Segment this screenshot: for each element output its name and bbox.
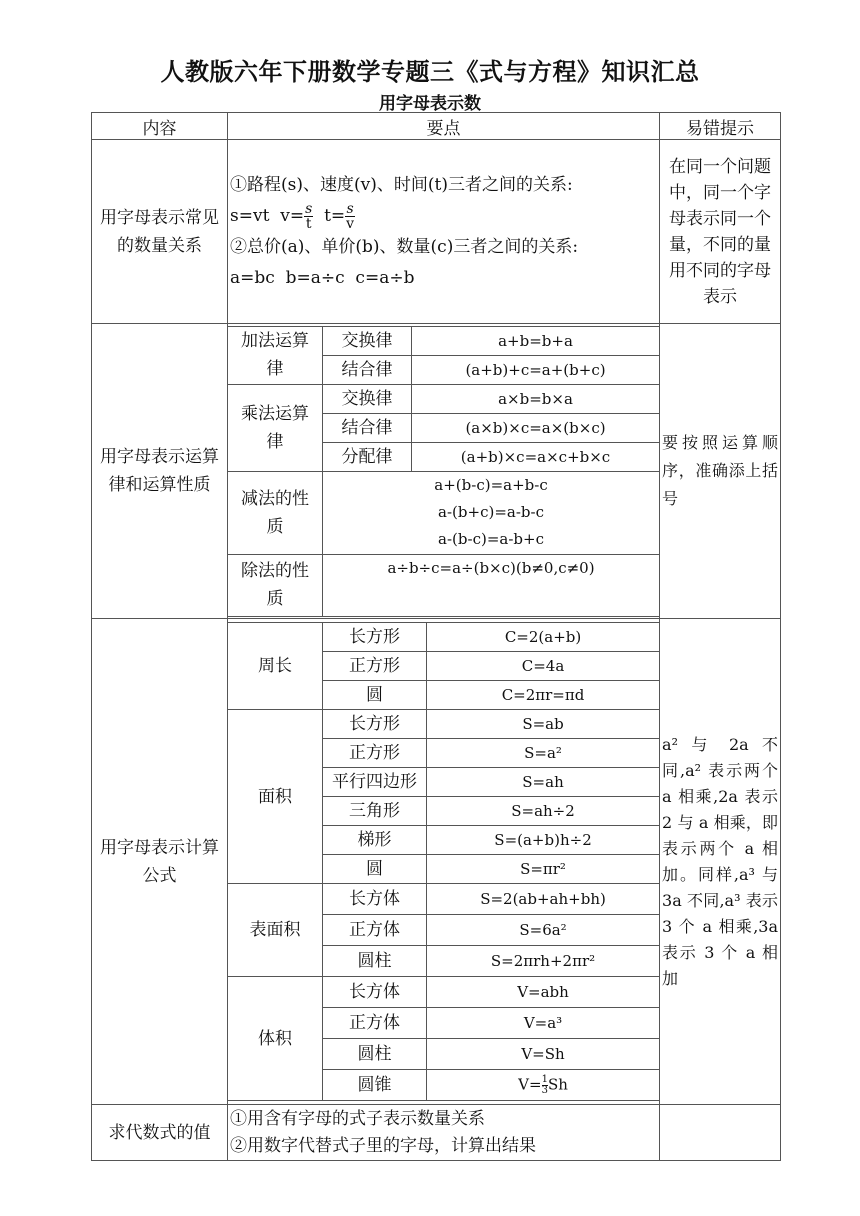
fraction-s-over-v — [345, 202, 355, 231]
evaluate-tip — [660, 1105, 781, 1161]
shape-formula: V=abh — [427, 977, 660, 1008]
laws-subtable — [227, 326, 660, 617]
law-formula: (a+b)×c=a×c+b×c — [412, 442, 660, 471]
shape-formula: S=ah — [427, 768, 660, 797]
fraction-denominator: v — [346, 215, 355, 232]
area-group-label: 面积 — [228, 710, 323, 884]
shape-name: 平行四边形 — [323, 768, 427, 797]
quantity-relation-points — [228, 140, 660, 324]
knowledge-table — [91, 112, 781, 1161]
formula-row — [228, 710, 660, 739]
perimeter-group-label: 周长 — [228, 623, 323, 710]
shape-formula: S=2(ab+ah+bh) — [427, 884, 660, 915]
speed-formulas — [230, 201, 659, 232]
shape-name: 长方形 — [323, 710, 427, 739]
evaluate-step-1: ①用含有字母的式子表示数量关系 — [230, 1108, 485, 1129]
fraction-numerator: s — [305, 200, 313, 217]
division-property-label: 除法的性质 — [228, 554, 323, 616]
shape-name: 梯形 — [323, 826, 427, 855]
list-item — [228, 384, 660, 413]
shape-name: 圆柱 — [323, 1039, 427, 1070]
volume-group-label: 体积 — [228, 977, 323, 1101]
shape-formula: S=ab — [427, 710, 660, 739]
evaluate-label: 求代数式的值 — [92, 1105, 228, 1161]
law-name: 交换律 — [323, 384, 412, 413]
shape-name: 三角形 — [323, 797, 427, 826]
shape-name: 长方形 — [323, 623, 427, 652]
shape-name: 长方体 — [323, 977, 427, 1008]
shape-name: 正方形 — [323, 739, 427, 768]
shape-formula: S=a² — [427, 739, 660, 768]
shape-formula: S=(a+b)h÷2 — [427, 826, 660, 855]
page-title: 人教版六年下册数学专题三《式与方程》知识汇总 — [160, 58, 700, 86]
formula-row — [228, 977, 660, 1008]
shape-name: 圆锥 — [323, 1070, 427, 1101]
laws-tip: 要按照运算顺序，准确添上括号 — [660, 324, 781, 619]
fraction-s-over-t — [304, 202, 313, 231]
evaluate-points — [228, 1105, 660, 1161]
price-relation-text: ②总价(a)、单价(b)、数量(c)三者之间的关系: — [230, 236, 579, 257]
shape-formula: C=2πr=πd — [427, 681, 660, 710]
shape-name: 正方体 — [323, 1008, 427, 1039]
shape-formula: S=ah÷2 — [427, 797, 660, 826]
shape-name: 圆 — [323, 681, 427, 710]
shape-formula: V=a³ — [427, 1008, 660, 1039]
fraction-numerator: 1 — [541, 1073, 548, 1085]
multiplication-law-label: 乘法运算律 — [228, 384, 323, 471]
fraction-denominator: 3 — [541, 1084, 548, 1096]
quantity-relation-label: 用字母表示常见的数量关系 — [92, 140, 228, 324]
division-formula: a÷b÷c=a÷(b×c)(b≠0,c≠0) — [323, 554, 660, 616]
header-points: 要点 — [228, 113, 660, 140]
laws-points — [228, 324, 660, 619]
shape-formula: S=2πrh+2πr² — [427, 946, 660, 977]
table-row — [92, 1105, 781, 1161]
formula-time-left: t= — [324, 205, 346, 226]
law-formula: (a+b)+c=a+(b+c) — [412, 355, 660, 384]
law-formula: a+(b-c)=a+b-c — [434, 476, 548, 494]
shape-name: 正方体 — [323, 915, 427, 946]
law-name: 结合律 — [323, 355, 412, 384]
evaluate-step-2: ②用数字代替式子里的字母，计算出结果 — [230, 1135, 536, 1156]
addition-law-label: 加法运算律 — [228, 326, 323, 384]
list-item — [228, 554, 660, 616]
shape-name: 长方体 — [323, 884, 427, 915]
law-name: 结合律 — [323, 413, 412, 442]
header-tips: 易错提示 — [660, 113, 781, 140]
section-subtitle: 用字母表示数 — [379, 94, 481, 114]
shape-formula: V=Sh — [427, 1039, 660, 1070]
law-formula: (a×b)×c=a×(b×c) — [412, 413, 660, 442]
shape-formula: S=πr² — [427, 855, 660, 884]
list-item — [228, 471, 660, 554]
table-row — [92, 324, 781, 619]
formula-row — [228, 884, 660, 915]
shape-name: 正方形 — [323, 652, 427, 681]
cone-left: V= — [518, 1075, 542, 1093]
speed-relation-text: ①路程(s)、速度(v)、时间(t)三者之间的关系: — [230, 174, 573, 195]
table-row — [92, 140, 781, 324]
formula-speed-left: v= — [280, 205, 305, 226]
shape-formula: C=4a — [427, 652, 660, 681]
subtraction-formulas — [323, 471, 660, 554]
laws-label: 用字母表示运算律和运算性质 — [92, 324, 228, 619]
header-content: 内容 — [92, 113, 228, 140]
formulas-label: 用字母表示计算公式 — [92, 619, 228, 1105]
surface-group-label: 表面积 — [228, 884, 323, 977]
law-name: 分配律 — [323, 442, 412, 471]
law-formula: a+b=b+a — [412, 326, 660, 355]
law-formula: a-(b+c)=a-b-c — [438, 503, 544, 521]
formulas-subtable — [227, 622, 660, 1101]
law-formula: a-(b-c)=a-b+c — [438, 530, 544, 548]
subtraction-property-label: 减法的性质 — [228, 471, 323, 554]
cone-volume-formula — [427, 1070, 660, 1101]
shape-name: 圆 — [323, 855, 427, 884]
formula-row — [228, 623, 660, 652]
shape-formula: C=2(a+b) — [427, 623, 660, 652]
price-formulas: a=bc b=a÷c c=a÷b — [230, 267, 415, 288]
formulas-points — [228, 619, 660, 1105]
law-formula: a×b=b×a — [412, 384, 660, 413]
quantity-relation-tip: 在同一个问题中，同一个字母表示同一个量，不同的量用不同的字母表示 — [660, 140, 781, 324]
shape-name: 圆柱 — [323, 946, 427, 977]
law-name: 交换律 — [323, 326, 412, 355]
table-row — [92, 619, 781, 1105]
table-header-row — [92, 113, 781, 140]
fraction-denominator: t — [305, 215, 312, 232]
fraction-numerator: s — [346, 200, 354, 217]
shape-formula: S=6a² — [427, 915, 660, 946]
list-item — [228, 326, 660, 355]
formula-distance: s=vt — [230, 205, 270, 226]
cone-right: Sh — [547, 1075, 568, 1093]
formulas-tip: a² 与 2a 不同,a² 表示两个 a 相乘,2a 表示 2 与 a 相乘，即表示两个 a 相加。同样,a³ 与 3a 不同,a³ 表示 3 个 a 相乘,3a 表示 3 个 a 相加 — [660, 619, 781, 1105]
